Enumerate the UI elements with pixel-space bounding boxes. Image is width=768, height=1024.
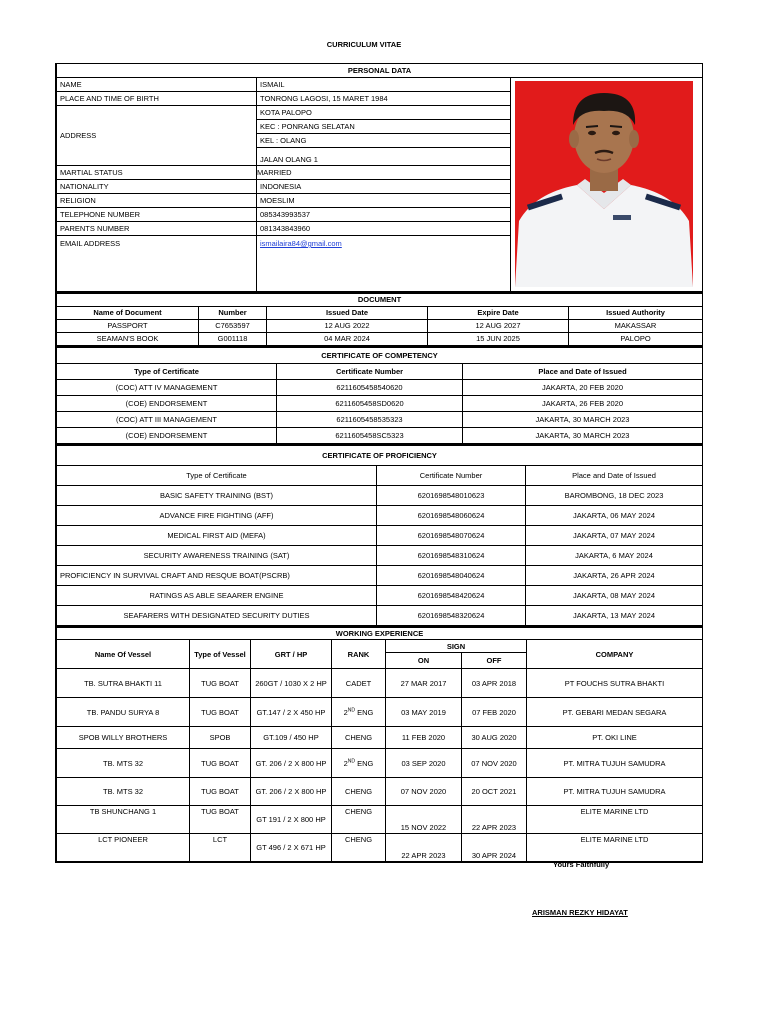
- company-name: ELITE MARINE LTD: [527, 806, 703, 834]
- vessel-grt: GT. 206 / 2 X 800 HP: [251, 778, 332, 806]
- cop-number: 6201698548040624: [377, 566, 526, 586]
- birth-label: PLACE AND TIME OF BIRTH: [57, 92, 257, 106]
- cop-place-date: JAKARTA, 6 MAY 2024: [526, 546, 703, 566]
- coc-col-place-date: Place and Date of Issued: [463, 364, 703, 380]
- cop-type: MEDICAL FIRST AID (MEFA): [57, 526, 377, 546]
- coc-place-date: JAKARTA, 26 FEB 2020: [463, 396, 703, 412]
- coc-col-number: Certificate Number: [277, 364, 463, 380]
- col-sign-on: ON: [386, 653, 462, 669]
- col-name-of-document: Name of Document: [57, 307, 199, 320]
- sign-off-date: 20 OCT 2021: [462, 778, 527, 806]
- cop-type: SECURITY AWARENESS TRAINING (SAT): [57, 546, 377, 566]
- company-name: PT. MITRA TUJUH SAMUDRA: [527, 778, 703, 806]
- document-title: CURRICULUM VITAE: [326, 40, 402, 49]
- vessel-rank: CADET: [332, 669, 386, 698]
- vessel-type: TUG BOAT: [190, 698, 251, 727]
- table-row: [57, 333, 703, 346]
- cop-col-number: Certificate Number: [377, 466, 526, 486]
- table-row: [57, 380, 703, 396]
- vessel-grt: GT 191 / 2 X 800 HP: [251, 806, 332, 834]
- sign-off-date: 03 APR 2018: [462, 669, 527, 698]
- sign-off-date: 07 FEB 2020: [462, 698, 527, 727]
- cop-type: SEAFARERS WITH DESIGNATED SECURITY DUTIES: [57, 606, 377, 626]
- sign-off-date: 22 APR 2023: [462, 806, 527, 834]
- col-issued-authority: Issued Authority: [569, 307, 703, 320]
- vessel-name: TB. SUTRA BHAKTI 11: [57, 669, 190, 698]
- vessel-name: SPOB WILLY BROTHERS: [57, 727, 190, 749]
- telephone-label: TELEPHONE NUMBER: [57, 208, 257, 222]
- sign-off-date: 07 NOV 2020: [462, 749, 527, 778]
- vessel-type: SPOB: [190, 727, 251, 749]
- vessel-rank: CHENG: [332, 727, 386, 749]
- address-line: KEC : PONRANG SELATAN: [257, 120, 511, 134]
- coc-number: 6211605458SD0620: [277, 396, 463, 412]
- vessel-rank: CHENG: [332, 834, 386, 862]
- col-expire-date: Expire Date: [428, 307, 569, 320]
- address-label: ADDRESS: [57, 106, 257, 166]
- vessel-grt: GT. 206 / 2 X 800 HP: [251, 749, 332, 778]
- vessel-type: TUG BOAT: [190, 749, 251, 778]
- coc-type: (COE) ENDORSEMENT: [57, 428, 277, 444]
- vessel-grt: GT.109 / 450 HP: [251, 727, 332, 749]
- religion-value: MOESLIM: [257, 194, 511, 208]
- table-row: [57, 749, 703, 778]
- personal-data-table: [56, 64, 703, 292]
- working-experience-header: WORKING EXPERIENCE: [57, 627, 703, 640]
- marital-status-label: MARTIAL STATUS: [57, 166, 257, 180]
- table-row: [57, 698, 703, 727]
- coc-col-type: Type of Certificate: [57, 364, 277, 380]
- table-row: [57, 566, 703, 586]
- address-line: KOTA PALOPO: [257, 106, 511, 120]
- cop-type: ADVANCE FIRE FIGHTING (AFF): [57, 506, 377, 526]
- personal-data-header: PERSONAL DATA: [57, 64, 703, 78]
- col-sign-off: OFF: [462, 653, 527, 669]
- table-row: [57, 506, 703, 526]
- cv-table: [55, 63, 703, 863]
- cop-place-date: JAKARTA, 07 MAY 2024: [526, 526, 703, 546]
- sign-on-date: 15 NOV 2022: [386, 806, 462, 834]
- table-row: [57, 586, 703, 606]
- vessel-name: TB SHUNCHANG 1: [57, 806, 190, 834]
- table-row: [57, 606, 703, 626]
- cop-number: 6201698548070624: [377, 526, 526, 546]
- vessel-grt: 260GT / 1030 X 2 HP: [251, 669, 332, 698]
- document-header: DOCUMENT: [57, 293, 703, 307]
- sign-on-date: 22 APR 2023: [386, 834, 462, 862]
- vessel-rank: CHENG: [332, 778, 386, 806]
- company-name: PT. MITRA TUJUH SAMUDRA: [527, 749, 703, 778]
- doc-authority: PALOPO: [569, 333, 703, 346]
- closing-text: Yours Faithfully: [553, 860, 610, 869]
- name-label: NAME: [57, 78, 257, 92]
- email-link[interactable]: ismailaira84@gmail.com: [260, 239, 342, 248]
- doc-number: C7653597: [199, 320, 267, 333]
- nationality-label: NATIONALITY: [57, 180, 257, 194]
- vessel-rank: CHENG: [332, 806, 386, 834]
- doc-expire: 12 AUG 2027: [428, 320, 569, 333]
- table-row: [57, 526, 703, 546]
- table-row: [57, 806, 703, 834]
- marital-status-value: MARRIED: [257, 166, 511, 180]
- col-sign: SIGN: [386, 640, 527, 653]
- cop-number: 6201698548060624: [377, 506, 526, 526]
- sign-on-date: 07 NOV 2020: [386, 778, 462, 806]
- col-number: Number: [199, 307, 267, 320]
- cop-number: 6201698548010623: [377, 486, 526, 506]
- portrait-image: [515, 81, 693, 287]
- cop-place-date: BAROMBONG, 18 DEC 2023: [526, 486, 703, 506]
- vessel-name: TB. MTS 32: [57, 749, 190, 778]
- cop-number: 6201698548420624: [377, 586, 526, 606]
- doc-expire: 15 JUN 2025: [428, 333, 569, 346]
- doc-authority: MAKASSAR: [569, 320, 703, 333]
- religion-label: RELIGION: [57, 194, 257, 208]
- sign-on-date: 03 MAY 2019: [386, 698, 462, 727]
- nationality-value: INDONESIA: [257, 180, 511, 194]
- vessel-grt: GT 496 / 2 X 671 HP: [251, 834, 332, 862]
- company-name: PT. OKI LINE: [527, 727, 703, 749]
- table-row: [57, 396, 703, 412]
- vessel-name: LCT PIONEER: [57, 834, 190, 862]
- vessel-grt: GT.147 / 2 X 450 HP: [251, 698, 332, 727]
- vessel-rank: 2ND ENG: [332, 698, 386, 727]
- cop-header: CERTIFICATE OF PROFICIENCY: [57, 445, 703, 466]
- doc-name: PASSPORT: [57, 320, 199, 333]
- table-row: [57, 412, 703, 428]
- table-row: [57, 834, 703, 862]
- name-value: ISMAIL: [257, 78, 511, 92]
- coc-header: CERTIFICATE OF COMPETENCY: [57, 347, 703, 364]
- vessel-name: TB. PANDU SURYA 8: [57, 698, 190, 727]
- photo-cell: [511, 78, 703, 292]
- coc-type: (COC) ATT III MANAGEMENT: [57, 412, 277, 428]
- col-vessel-type: Type of Vessel: [190, 640, 251, 669]
- doc-name: SEAMAN'S BOOK: [57, 333, 199, 346]
- table-row: [57, 486, 703, 506]
- email-cell: [257, 236, 511, 292]
- address-line: KEL : OLANG: [257, 134, 511, 148]
- sign-off-date: 30 APR 2024: [462, 834, 527, 862]
- email-label: EMAIL ADDRESS: [57, 236, 257, 292]
- doc-number: G001118: [199, 333, 267, 346]
- parents-number-label: PARENTS NUMBER: [57, 222, 257, 236]
- telephone-value: 085343993537: [257, 208, 511, 222]
- profile-photo: [515, 81, 693, 287]
- signature-name: ARISMAN REZKY HIDAYAT: [532, 908, 628, 917]
- address-line: JALAN OLANG 1: [257, 148, 511, 166]
- cop-place-date: JAKARTA, 26 APR 2024: [526, 566, 703, 586]
- vessel-type: TUG BOAT: [190, 806, 251, 834]
- coc-place-date: JAKARTA, 20 FEB 2020: [463, 380, 703, 396]
- document-table: [56, 292, 703, 346]
- col-grt-hp: GRT / HP: [251, 640, 332, 669]
- coc-number: 6211605458540620: [277, 380, 463, 396]
- cop-col-place-date: Place and Date of Issued: [526, 466, 703, 486]
- coc-type: (COC) ATT IV MANAGEMENT: [57, 380, 277, 396]
- table-row: [57, 727, 703, 749]
- sign-on-date: 03 SEP 2020: [386, 749, 462, 778]
- coc-place-date: JAKARTA, 30 MARCH 2023: [463, 428, 703, 444]
- company-name: PT FOUCHS SUTRA BHAKTI: [527, 669, 703, 698]
- sign-off-date: 30 AUG 2020: [462, 727, 527, 749]
- vessel-type: TUG BOAT: [190, 669, 251, 698]
- cop-number: 6201698548320624: [377, 606, 526, 626]
- table-row: [57, 320, 703, 333]
- vessel-type: TUG BOAT: [190, 778, 251, 806]
- vessel-name: TB. MTS 32: [57, 778, 190, 806]
- cop-number: 6201698548310624: [377, 546, 526, 566]
- working-experience-table: [56, 626, 703, 862]
- table-row: [57, 546, 703, 566]
- birth-value: TONRONG LAGOSI, 15 MARET 1984: [257, 92, 511, 106]
- cop-table: [56, 444, 703, 626]
- cop-type: BASIC SAFETY TRAINING (BST): [57, 486, 377, 506]
- cop-type: PROFICIENCY IN SURVIVAL CRAFT AND RESQUE BOAT(PSCRB): [57, 566, 377, 586]
- coc-place-date: JAKARTA, 30 MARCH 2023: [463, 412, 703, 428]
- cop-place-date: JAKARTA, 13 MAY 2024: [526, 606, 703, 626]
- col-company: COMPANY: [527, 640, 703, 669]
- table-row: [57, 778, 703, 806]
- doc-issued: 12 AUG 2022: [267, 320, 428, 333]
- company-name: PT. GEBARI MEDAN SEGARA: [527, 698, 703, 727]
- coc-table: [56, 346, 703, 444]
- company-name: ELITE MARINE LTD: [527, 834, 703, 862]
- col-issued-date: Issued Date: [267, 307, 428, 320]
- vessel-type: LCT: [190, 834, 251, 862]
- table-row: [57, 428, 703, 444]
- table-row: [57, 669, 703, 698]
- col-vessel: Name Of Vessel: [57, 640, 190, 669]
- cop-place-date: JAKARTA, 08 MAY 2024: [526, 586, 703, 606]
- sign-on-date: 27 MAR 2017: [386, 669, 462, 698]
- cop-place-date: JAKARTA, 06 MAY 2024: [526, 506, 703, 526]
- coc-number: 6211605458SC5323: [277, 428, 463, 444]
- parents-number-value: 081343843960: [257, 222, 511, 236]
- vessel-rank: 2ND ENG: [332, 749, 386, 778]
- coc-number: 6211605458535323: [277, 412, 463, 428]
- cop-col-type: Type of Certificate: [57, 466, 377, 486]
- sign-on-date: 11 FEB 2020: [386, 727, 462, 749]
- coc-type: (COE) ENDORSEMENT: [57, 396, 277, 412]
- cop-type: RATINGS AS ABLE SEAARER ENGINE: [57, 586, 377, 606]
- col-rank: RANK: [332, 640, 386, 669]
- doc-issued: 04 MAR 2024: [267, 333, 428, 346]
